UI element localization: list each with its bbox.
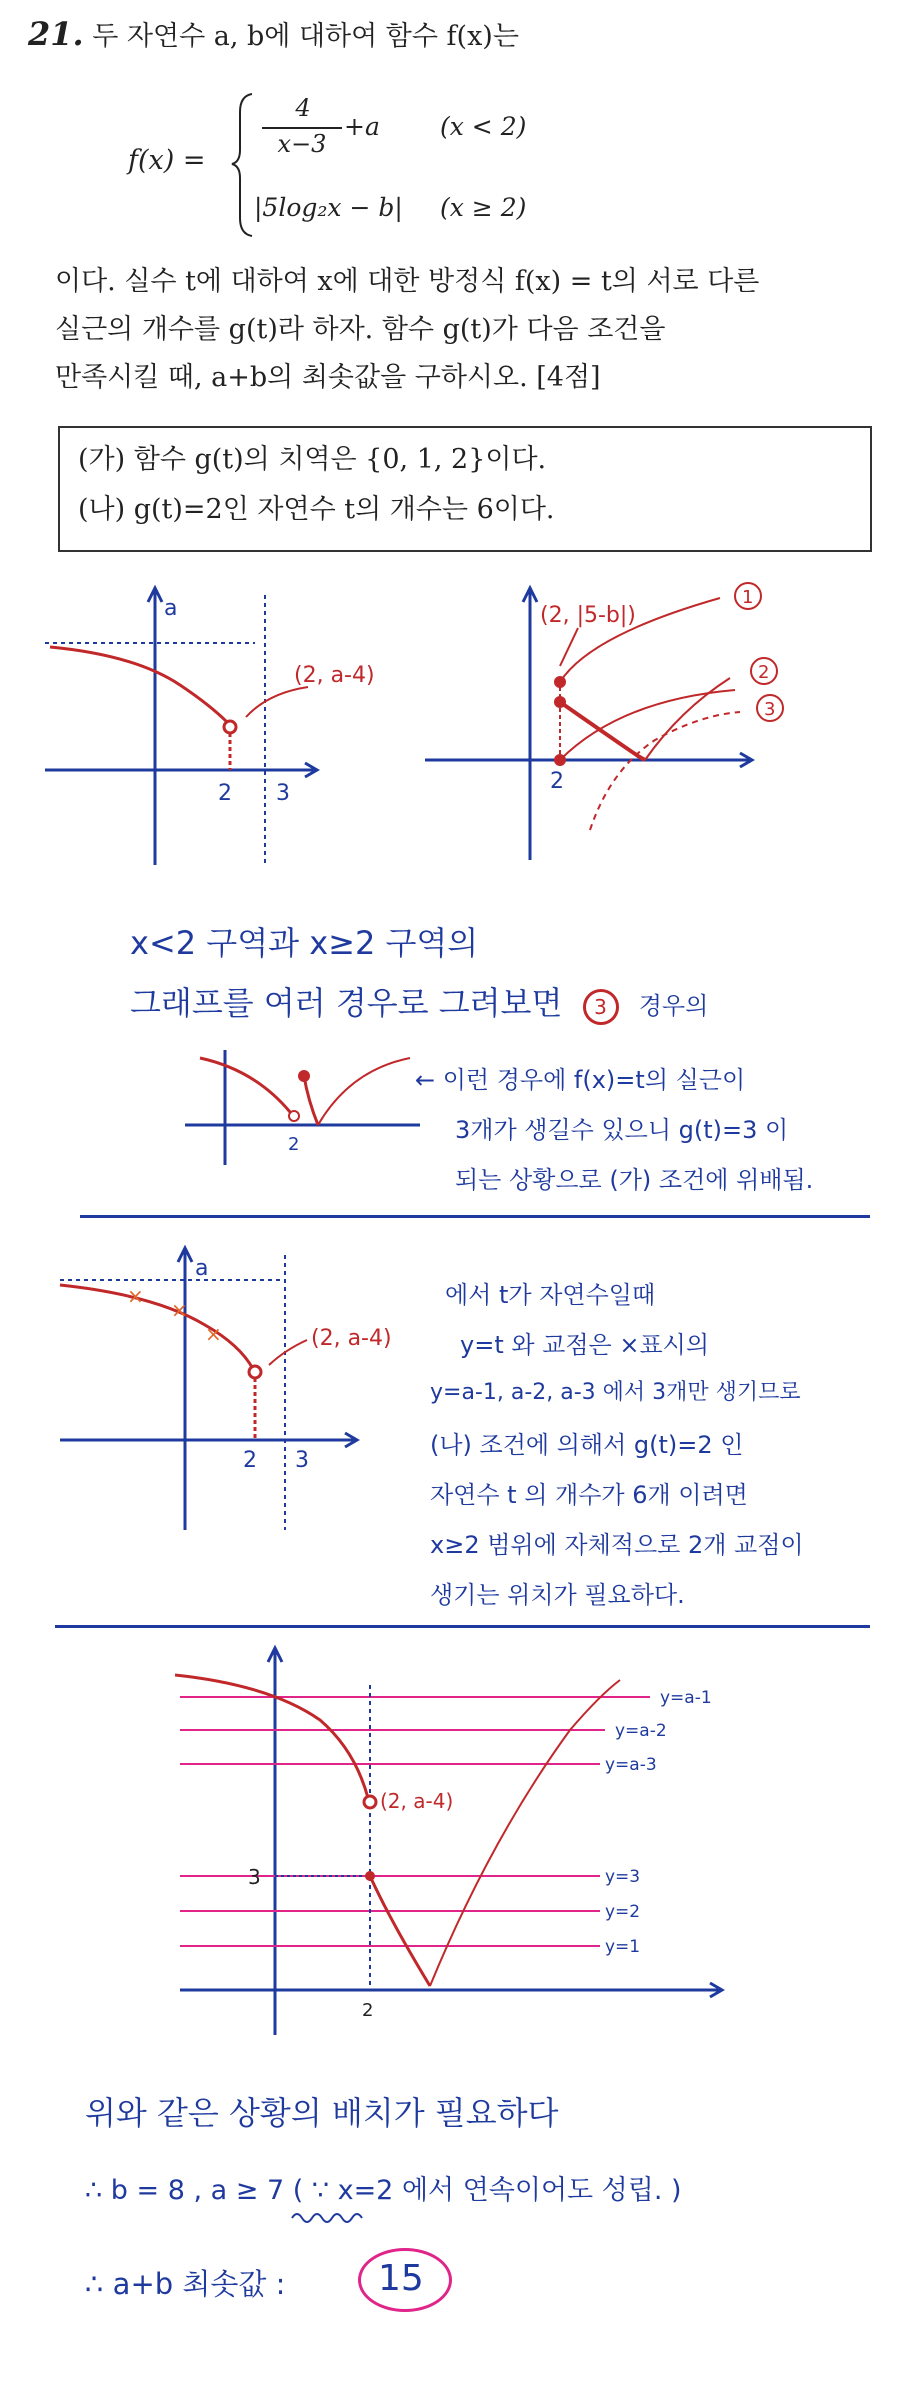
figure-left-branch-marks xyxy=(55,1245,425,1535)
line-label-3: y=3 xyxy=(605,1867,641,1887)
function-lhs: f(x) = xyxy=(128,145,206,176)
fig4-point-label: (2, a-4) xyxy=(380,1789,454,1813)
case1-numerator: 4 xyxy=(295,94,311,122)
note-1b-text: 그래프를 여러 경우로 그려보면 xyxy=(130,984,563,1022)
divider-2 xyxy=(55,1625,870,1628)
line-label-a3: y=a-3 xyxy=(605,1755,657,1775)
condition-box xyxy=(58,426,872,552)
side-note-3: 되는 상황으로 (가) 조건에 위배됨. xyxy=(455,1166,814,1194)
x-mark-2: × xyxy=(171,1298,188,1322)
case2-expression: |5log₂x − b| xyxy=(254,193,403,222)
answer-value: 15 xyxy=(378,2258,424,2299)
small-sketch xyxy=(180,1040,430,1170)
side-note-2: 3개가 생길수 있으니 g(t)=3 이 xyxy=(455,1116,789,1144)
fig2-x2-label: 2 xyxy=(550,769,564,794)
conclusion-2: ∴ b = 8 , a ≥ 7 ( ∵ x=2 에서 연속이어도 성립. ) xyxy=(85,2175,682,2206)
line-label-2: y=2 xyxy=(605,1902,641,1922)
fig4-x2-label: 2 xyxy=(362,2000,374,2021)
fig3-a-label: a xyxy=(195,1256,209,1281)
mid-note-2: y=t 와 교점은 ×표시의 xyxy=(460,1331,710,1359)
fig3-point-label: (2, a-4) xyxy=(311,1326,392,1351)
case1-condition: (x < 2) xyxy=(440,112,527,141)
case1-denominator: x−3 xyxy=(277,130,327,158)
case1-tail: +a xyxy=(344,112,380,141)
line-label-1: y=1 xyxy=(605,1937,641,1957)
line-label-a2: y=a-2 xyxy=(615,1721,667,1741)
divider-1 xyxy=(80,1215,870,1218)
condition-b: (나) g(t)=2인 자연수 t의 개수는 6이다. xyxy=(78,494,555,525)
fraction-bar xyxy=(262,127,342,129)
x-mark-1: × xyxy=(127,1284,144,1308)
problem-header xyxy=(28,14,519,57)
mid-note-6: x≥2 범위에 자체적으로 2개 교점이 xyxy=(430,1531,804,1559)
note-1b xyxy=(130,978,708,1025)
case3-marker xyxy=(583,989,619,1025)
figure-right-branch xyxy=(420,570,820,870)
problem-intro: 두 자연수 a, b에 대하여 함수 f(x)는 xyxy=(92,21,519,52)
conclusion-1: 위와 같은 상황의 배치가 필요하다 xyxy=(85,2094,559,2132)
problem-line-3: 만족시킬 때, a+b의 최솟값을 구하시오. [4점] xyxy=(55,362,601,393)
fig1-point-label: (2, a-4) xyxy=(294,663,375,688)
fig3-x3-label: 3 xyxy=(295,1448,309,1473)
figure-arrangement xyxy=(160,1640,760,2040)
figure-left-branch xyxy=(40,575,375,875)
case3-marker-text: 3 xyxy=(594,995,607,1019)
problem-line-2: 실근의 개수를 g(t)라 하자. 함수 g(t)가 다음 조건을 xyxy=(55,314,666,345)
note-1a: x<2 구역과 x≥2 구역의 xyxy=(130,924,479,962)
fig2-case3-label: 3 xyxy=(764,699,776,720)
condition-a: (가) 함수 g(t)의 치역은 {0, 1, 2}이다. xyxy=(78,444,547,475)
problem-line-1: 이다. 실수 t에 대하여 x에 대한 방정식 f(x) = t의 서로 다른 xyxy=(55,266,760,297)
case2-condition: (x ≥ 2) xyxy=(440,193,527,222)
underline-squiggle xyxy=(290,2208,370,2228)
fig2-case1-label: 1 xyxy=(742,587,754,608)
problem-number: 21. xyxy=(28,15,84,53)
fig4-y3-label: 3 xyxy=(248,1865,261,1889)
fig2-point-label: (2, |5-b|) xyxy=(540,603,636,628)
x-mark-3: × xyxy=(205,1322,222,1346)
small-sketch-x2: 2 xyxy=(288,1134,300,1155)
fig1-a-label: a xyxy=(164,596,178,621)
fig1-x3-label: 3 xyxy=(276,781,290,806)
mid-note-1: 에서 t가 자연수일때 xyxy=(445,1281,656,1309)
mid-note-3: y=a-1, a-2, a-3 에서 3개만 생기므로 xyxy=(430,1380,801,1405)
fig1-x2-label: 2 xyxy=(218,781,232,806)
side-note-1: ← 이런 경우에 f(x)=t의 실근이 xyxy=(415,1066,746,1094)
note-1b-tail: 경우의 xyxy=(638,992,709,1020)
fig3-x2-label: 2 xyxy=(243,1448,257,1473)
mid-note-7: 생기는 위치가 필요하다. xyxy=(430,1581,685,1609)
line-label-a1: y=a-1 xyxy=(660,1688,712,1708)
fig2-case2-label: 2 xyxy=(758,662,770,683)
conclusion-3: ∴ a+b 최솟값 : xyxy=(85,2267,286,2301)
mid-note-4: (나) 조건에 의해서 g(t)=2 인 xyxy=(430,1431,744,1459)
mid-note-5: 자연수 t 의 개수가 6개 이려면 xyxy=(430,1481,748,1509)
